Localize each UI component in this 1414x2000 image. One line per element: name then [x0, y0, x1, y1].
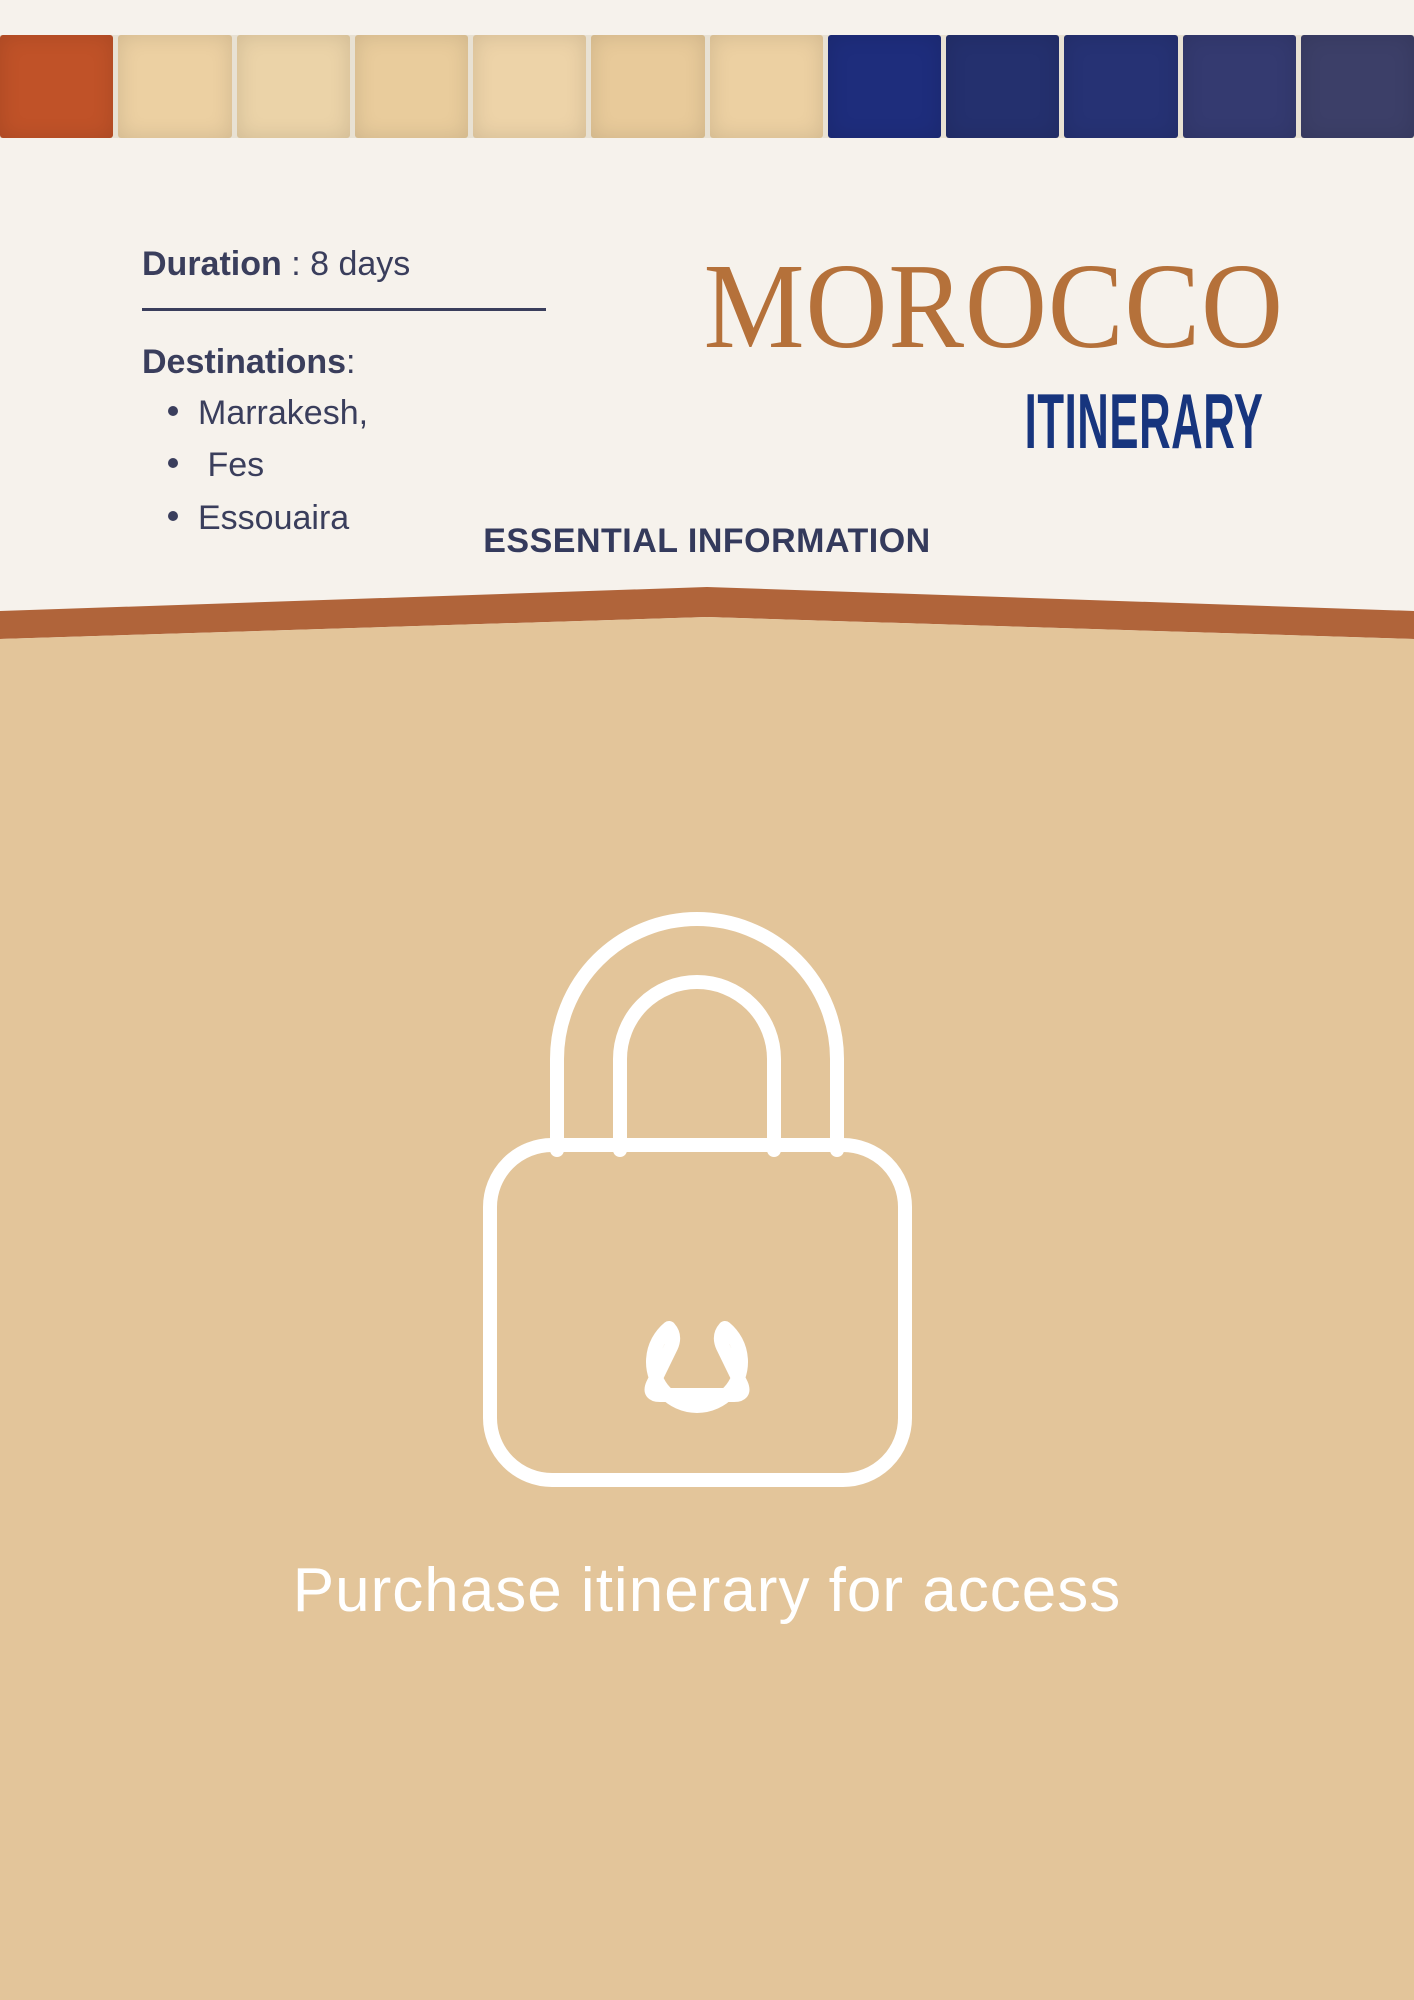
mosaic-tile	[1183, 35, 1296, 138]
mosaic-tile	[118, 35, 231, 138]
mosaic-tile	[237, 35, 350, 138]
mosaic-tile	[591, 35, 704, 138]
mosaic-tile	[710, 35, 823, 138]
duration-row	[142, 244, 546, 285]
padlock-strokes	[490, 919, 905, 1480]
mosaic-tile	[946, 35, 1059, 138]
mosaic-tile	[1064, 35, 1177, 138]
paywall-message: Purchase itinerary for access	[292, 1556, 1122, 1625]
trip-info-block	[142, 244, 546, 551]
lock-shackle-inner	[620, 982, 774, 1150]
chevron-divider	[0, 580, 1414, 662]
destinations-colon: :	[346, 342, 356, 381]
mosaic-strip	[0, 35, 1414, 138]
mosaic-tile	[473, 35, 586, 138]
list-item: Essouaira	[142, 498, 546, 539]
destinations-row	[142, 342, 546, 383]
duration-value: : 8 days	[291, 245, 411, 283]
page-subtitle: ITINERARY	[1024, 377, 1263, 465]
lock-body	[490, 1145, 905, 1480]
padlock-icon	[480, 905, 920, 1495]
list-item: Fes	[142, 445, 546, 486]
section-heading: ESSENTIAL INFORMATION	[483, 522, 931, 560]
mosaic-tile	[355, 35, 468, 138]
horizontal-rule	[142, 308, 546, 311]
lock-shackle-outer	[557, 919, 837, 1150]
destinations-label: Destinations	[142, 342, 347, 381]
mosaic-tile	[1301, 35, 1414, 138]
lock-keyhole	[652, 1328, 743, 1406]
mosaic-tile	[828, 35, 941, 138]
list-item: Marrakesh,	[142, 393, 546, 434]
page-title: MOROCCO	[703, 239, 1284, 374]
destinations-list	[142, 393, 546, 539]
mosaic-tile	[0, 35, 113, 138]
duration-label: Duration	[142, 245, 282, 283]
